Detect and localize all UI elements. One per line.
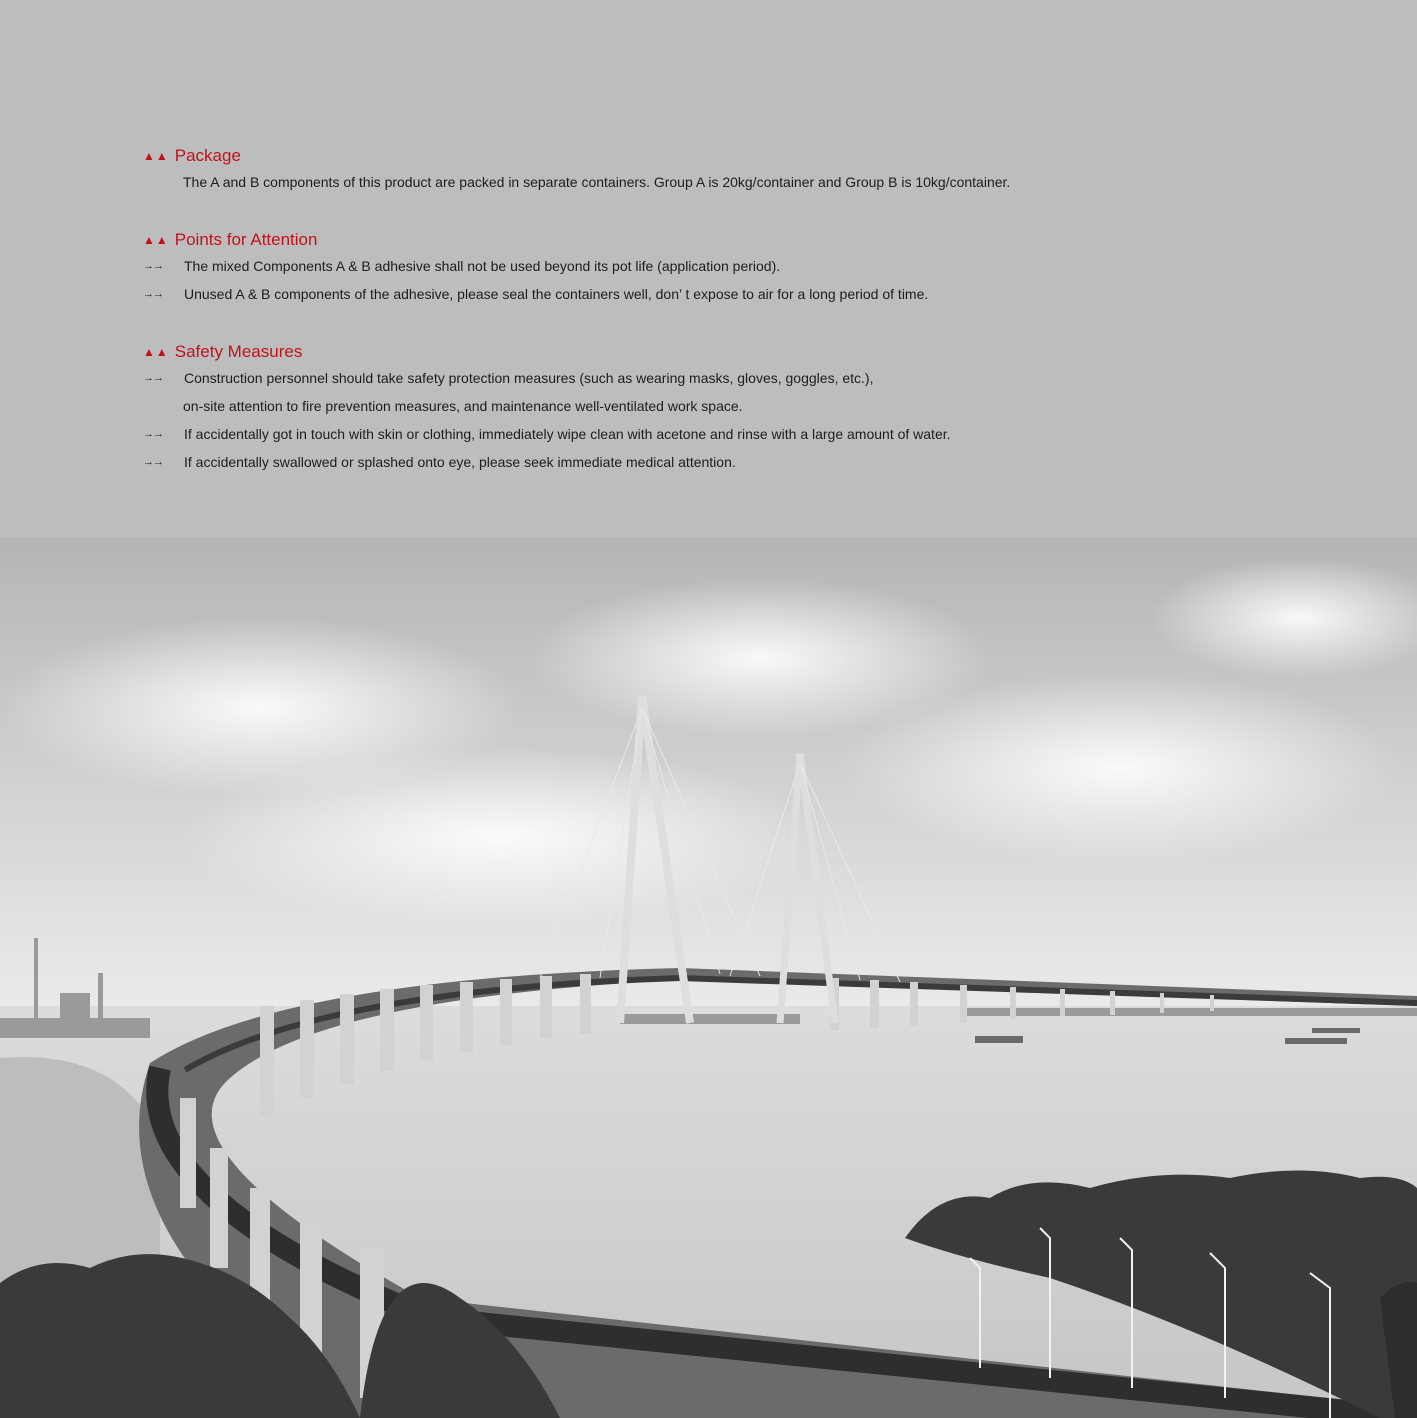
attention-item-text: The mixed Components A & B adhesive shall not be used beyond its pot life (application period).	[184, 258, 781, 274]
safety-item	[143, 420, 1383, 448]
safety-item-text: If accidentally swallowed or splashed onto eye, please seek immediate medical attention.	[184, 454, 736, 470]
package-heading	[143, 144, 1383, 168]
info-panel	[0, 0, 1417, 538]
double-triangle-icon: ▲▲	[143, 233, 169, 247]
attention-item-text: Unused A & B components of the adhesive, please seal the containers well, don’ t expose to air for a long period of time.	[184, 286, 929, 302]
package-section	[143, 144, 1383, 196]
attention-heading-label: Points for Attention	[174, 230, 318, 249]
attention-item	[143, 252, 1383, 280]
safety-item-text: If accidentally got in touch with skin or clothing, immediately wipe clean with acetone and rinse with a large amount of water.	[184, 426, 951, 442]
attention-heading	[143, 228, 1383, 252]
attention-item	[143, 280, 1383, 308]
safety-item	[143, 448, 1383, 476]
safety-item-text: Construction personnel should take safety protection measures (such as wearing masks, gloves, goggles, etc.),	[184, 370, 874, 386]
safety-item-continuation: on-site attention to fire prevention measures, and maintenance well-ventilated work space.	[183, 398, 743, 414]
double-arrow-icon: →→	[143, 428, 163, 440]
safety-section	[143, 340, 1383, 476]
safety-item	[143, 364, 1383, 392]
bridge-photo	[0, 538, 1417, 1418]
double-arrow-icon: →→	[143, 260, 163, 272]
package-heading-label: Package	[174, 146, 241, 165]
double-triangle-icon: ▲▲	[143, 149, 169, 163]
safety-heading-label: Safety Measures	[174, 342, 303, 361]
safety-heading	[143, 340, 1383, 364]
double-arrow-icon: →→	[143, 372, 163, 384]
double-triangle-icon: ▲▲	[143, 345, 169, 359]
package-text: The A and B components of this product are packed in separate containers. Group A is 20kg/container and Group B is 10kg/container.	[183, 174, 1011, 190]
double-arrow-icon: →→	[143, 288, 163, 300]
attention-section	[143, 228, 1383, 308]
double-arrow-icon: →→	[143, 456, 163, 468]
